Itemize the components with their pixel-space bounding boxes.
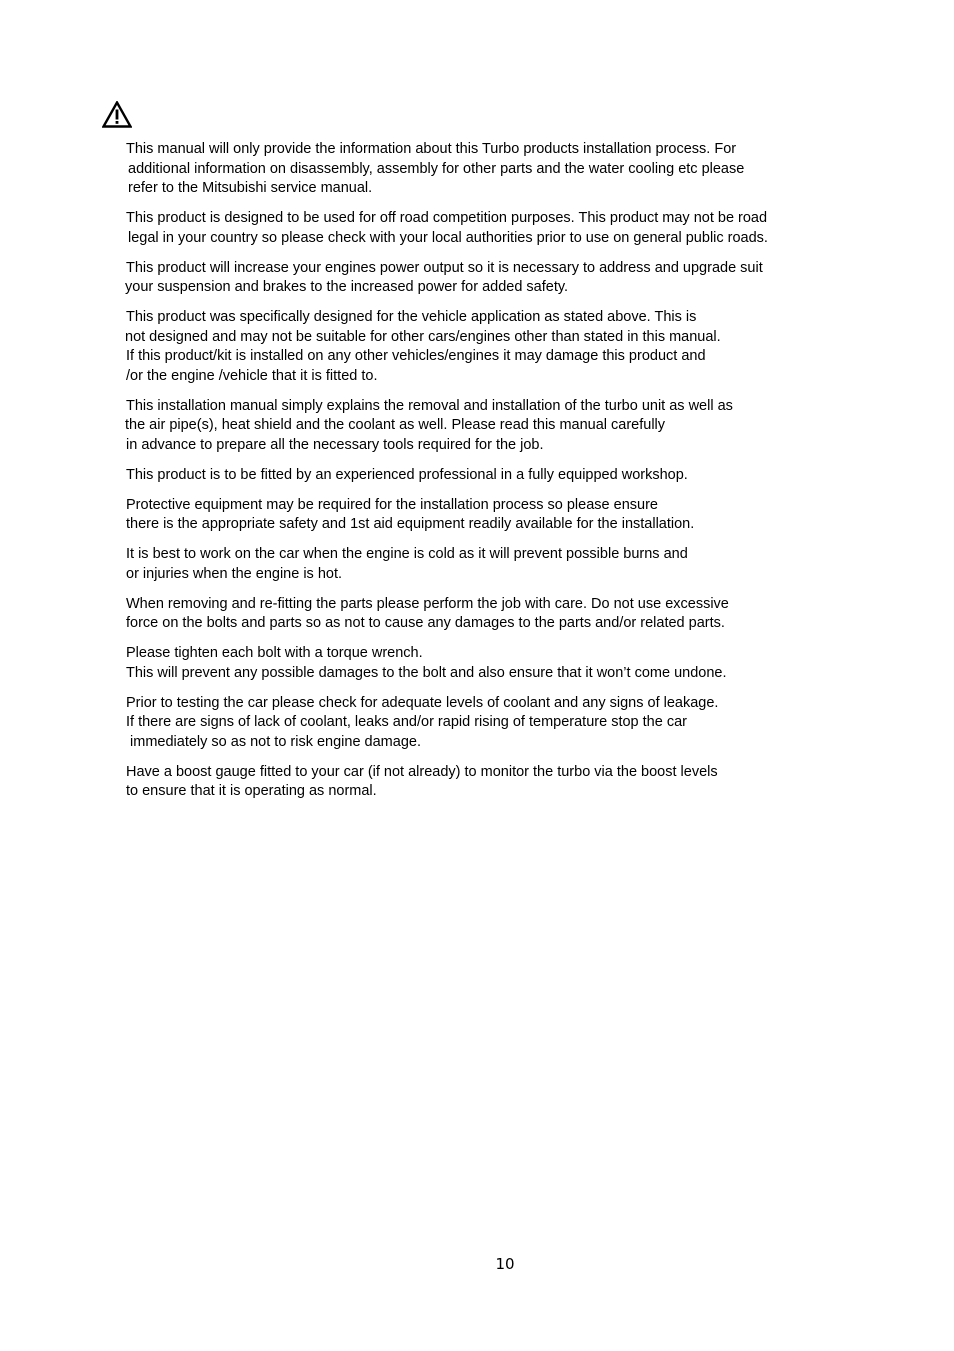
- note-paragraph: [126, 397, 846, 456]
- note-paragraph: [126, 259, 846, 298]
- note-line: When removing and re-fitting the parts please perform the job with care. Do not use excessive: [126, 595, 729, 612]
- note-line: your suspension and brakes to the increased power for added safety.: [125, 279, 569, 295]
- note-paragraph: [126, 466, 846, 486]
- note-line: the air pipe(s), heat shield and the coolant as well. Please read this manual carefully: [125, 417, 666, 433]
- safety-notes: [126, 140, 846, 812]
- note-paragraph: [126, 644, 846, 683]
- note-paragraph: [126, 496, 846, 535]
- note-paragraph: [126, 545, 846, 584]
- warning-triangle-icon: [102, 101, 132, 128]
- note-line: not designed and may not be suitable for other cars/engines other than stated in this manual.: [125, 328, 721, 345]
- note-line: immediately so as not to risk engine damage.: [126, 733, 421, 750]
- note-line: If this product/kit is installed on any other vehicles/engines it may damage this product and: [126, 348, 706, 364]
- note-line: force on the bolts and parts so as not to cause any damages to the parts and/or related parts.: [126, 615, 725, 631]
- note-line: /or the engine /vehicle that it is fitted to.: [126, 367, 378, 384]
- note-line: This product is to be fitted by an experienced professional in a fully equipped workshop.: [126, 466, 688, 483]
- note-line: Prior to testing the car please check for adequate levels of coolant and any signs of leakage.: [126, 694, 719, 711]
- note-line: This installation manual simply explains the removal and installation of the turbo unit as well as: [126, 397, 733, 414]
- note-paragraph: [126, 209, 846, 248]
- note-line: It is best to work on the car when the engine is cold as it will prevent possible burns and: [126, 546, 688, 562]
- note-paragraph: [126, 308, 846, 386]
- note-line: to ensure that it is operating as normal.: [126, 783, 377, 799]
- note-line: This product was specifically designed for the vehicle application as stated above. This is: [126, 309, 697, 325]
- note-paragraph: [126, 595, 846, 634]
- note-paragraph: [126, 763, 846, 802]
- note-line: legal in your country so please check with your local authorities prior to use on general public roads.: [128, 229, 768, 246]
- note-line: there is the appropriate safety and 1st aid equipment readily available for the installation.: [126, 516, 695, 532]
- note-line: in advance to prepare all the necessary tools required for the job.: [126, 436, 544, 453]
- note-line: or injuries when the engine is hot.: [126, 565, 343, 582]
- note-paragraph: [126, 694, 846, 753]
- note-line: This product will increase your engines power output so it is necessary to address and upgrade suit: [126, 259, 763, 276]
- note-line: This manual will only provide the information about this Turbo products installation process. For: [126, 141, 737, 157]
- note-line: Protective equipment may be required for the installation process so please ensure: [126, 496, 658, 513]
- note-line: This product is designed to be used for off road competition purposes. This product may not be road: [126, 210, 768, 226]
- note-paragraph: [126, 140, 846, 199]
- note-line: This will prevent any possible damages to the bolt and also ensure that it won’t come undone.: [126, 664, 727, 681]
- note-line: additional information on disassembly, assembly for other parts and the water cooling etc please: [128, 160, 745, 177]
- page-number: 10: [495, 1255, 515, 1273]
- note-line: Please tighten each bolt with a torque wrench.: [126, 645, 423, 661]
- note-line: If there are signs of lack of coolant, leaks and/or rapid rising of temperature stop the car: [126, 714, 687, 730]
- note-line: Have a boost gauge fitted to your car (if not already) to monitor the turbo via the boost levels: [126, 763, 718, 780]
- note-line: refer to the Mitsubishi service manual.: [128, 180, 373, 196]
